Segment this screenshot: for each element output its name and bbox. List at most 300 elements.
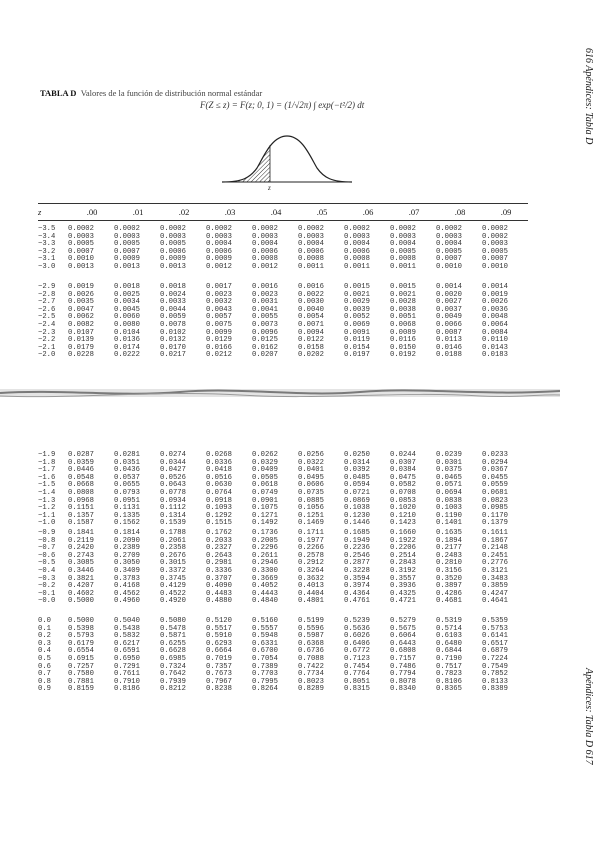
table-cell: 0.3745 [160,574,186,583]
table-cell: 0.6554 [68,647,94,656]
table-block [38,618,528,694]
table-cell: 0.6915 [68,654,94,663]
table-cell: 0.0207 [252,351,278,360]
table-cell: 0.0035 [68,298,94,307]
table-cell: 0.0011 [298,262,324,271]
table-cell: 0.1335 [114,511,140,520]
table-cell: 0.0080 [114,320,140,329]
table-cell: 0.0021 [390,290,416,299]
table-cell: 0.5793 [68,632,94,641]
column-header: .08 [454,207,466,217]
table-cell: 0.1056 [298,504,324,513]
table-cell: 0.0011 [390,262,416,271]
table-cell: 0.0026 [68,290,94,299]
table-cell: 0.6026 [344,632,370,641]
table-block [38,452,528,528]
table-cell: 0.0062 [68,313,94,322]
table-cell: 0.8264 [252,685,278,694]
table-cell: 0.3409 [114,566,140,575]
table-cell: 0.4247 [482,589,508,598]
row-z-value: 0.4 [38,647,51,656]
table-cell: 0.2005 [252,536,278,545]
table-cell: 0.1515 [206,519,232,528]
table-cell: 0.7291 [114,662,140,671]
table-cell: 0.0202 [298,351,324,360]
table-cell: 0.0004 [252,240,278,249]
table-cell: 0.0003 [160,232,186,241]
table-row [38,352,528,360]
table-cell: 0.0025 [114,290,140,299]
header-rule-top [38,203,528,204]
table-cell: 0.0005 [482,247,508,256]
normal-curve-figure [222,130,352,192]
table-cell: 0.8389 [482,685,508,694]
table-cell: 0.1635 [436,529,462,537]
table-cell: 0.5160 [252,617,278,625]
table-cell: 0.0003 [68,232,94,241]
table-cell: 0.0465 [436,473,462,482]
table-cell: 0.0084 [482,328,508,337]
table-cell: 0.0594 [344,481,370,490]
table-cell: 0.0367 [482,466,508,475]
table-cell: 0.1230 [344,511,370,520]
table-block [38,226,528,272]
table-cell: 0.0096 [252,328,278,337]
table-cell: 0.2119 [68,536,94,545]
table-cell: 0.0011 [344,262,370,271]
column-header-row [38,207,528,221]
table-cell: 0.8078 [390,677,416,686]
table-cell: 0.1038 [344,504,370,513]
table-cell: 0.0384 [390,466,416,475]
table-cell: 0.6772 [344,647,370,656]
table-cell: 0.0057 [206,313,232,322]
table-cell: 0.6879 [482,647,508,656]
table-cell: 0.2776 [482,559,508,568]
table-cell: 0.6217 [114,639,140,648]
table-cell: 0.2676 [160,551,186,560]
table-cell: 0.0869 [344,496,370,505]
column-header: .06 [362,207,374,217]
row-z-value: −2.4 [38,320,56,329]
table-cell: 0.0060 [114,313,140,322]
table-cell: 0.7422 [298,662,324,671]
table-cell: 0.2033 [206,536,232,545]
table-cell: 0.7852 [482,670,508,679]
table-cell: 0.0485 [344,473,370,482]
table-cell: 0.0068 [390,320,416,329]
table-cell: 0.7486 [390,662,416,671]
table-cell: 0.5040 [114,617,140,625]
table-cell: 0.0024 [160,290,186,299]
row-z-value: 0.8 [38,677,51,686]
table-cell: 0.7764 [344,670,370,679]
table-cell: 0.1401 [436,519,462,528]
table-cell: 0.0002 [114,225,140,233]
table-cell: 0.0375 [436,466,462,475]
table-cell: 0.0793 [114,488,140,497]
table-cell: 0.0526 [160,473,186,482]
table-cell: 0.1020 [390,504,416,513]
table-cell: 0.0052 [344,313,370,322]
table-cell: 0.0007 [436,255,462,264]
table-cell: 0.7088 [298,654,324,663]
table-cell: 0.0548 [68,473,94,482]
table-cell: 0.4286 [436,589,462,598]
table-cell: 0.2483 [436,551,462,560]
table-cell: 0.0113 [436,336,462,345]
table-cell: 0.2946 [252,559,278,568]
row-z-value: −2.5 [38,313,56,322]
column-header: .09 [500,207,512,217]
row-z-value: 0.9 [38,685,51,694]
table-cell: 0.2177 [436,544,462,553]
table-cell: 0.0516 [206,473,232,482]
table-cell: 0.0003 [390,232,416,241]
table-cell: 0.0018 [160,283,186,291]
row-z-value: −0.8 [38,536,56,545]
table-cell: 0.2358 [160,544,186,553]
bell-curve [222,136,352,182]
table-cell: 0.0003 [252,232,278,241]
table-cell: 0.0392 [344,466,370,475]
table-cell: 0.7157 [390,654,416,663]
table-cell: 0.1469 [298,519,324,528]
table-cell: 0.2877 [344,559,370,568]
table-cell: 0.3264 [298,566,324,575]
table-cell: 0.7823 [436,670,462,679]
table-cell: 0.0239 [436,451,462,459]
table-cell: 0.0250 [344,451,370,459]
table-cell: 0.0968 [68,496,94,505]
table-block [38,530,528,606]
table-cell: 0.4920 [160,597,186,606]
table-row [38,264,528,272]
table-cell: 0.1131 [114,504,140,513]
row-z-value: 0.2 [38,632,51,641]
table-cell: 0.0049 [436,313,462,322]
table-cell: 0.1922 [390,536,416,545]
table-cell: 0.0158 [298,343,324,352]
table-cell: 0.1867 [482,536,508,545]
table-cell: 0.0004 [436,240,462,249]
column-header: .07 [408,207,420,217]
table-cell: 0.2389 [114,544,140,553]
table-cell: 0.0039 [344,305,370,314]
table-cell: 0.1977 [298,536,324,545]
table-cell: 0.0002 [390,225,416,233]
table-cell: 0.0655 [114,481,140,490]
table-cell: 0.0287 [68,451,94,459]
table-cell: 0.0075 [206,320,232,329]
table-cell: 0.4364 [344,589,370,598]
table-cell: 0.0027 [436,298,462,307]
table-cell: 0.7357 [206,662,232,671]
table-cell: 0.0041 [252,305,278,314]
table-cell: 0.5871 [160,632,186,641]
table-cell: 0.0014 [482,283,508,291]
table-cell: 0.2090 [114,536,140,545]
table-cell: 0.4443 [252,589,278,598]
table-cell: 0.0003 [344,232,370,241]
table-cell: 0.2810 [436,559,462,568]
table-cell: 0.3085 [68,559,94,568]
table-cell: 0.4721 [390,597,416,606]
table-cell: 0.6950 [114,654,140,663]
table-cell: 0.4801 [298,597,324,606]
table-cell: 0.1949 [344,536,370,545]
table-cell: 0.0119 [344,336,370,345]
table-cell: 0.7703 [252,670,278,679]
table-cell: 0.0038 [390,305,416,314]
table-cell: 0.0071 [298,320,324,329]
column-header: .03 [224,207,236,217]
table-cell: 0.0009 [114,255,140,264]
table-cell: 0.0409 [252,466,278,475]
row-z-value: −0.5 [38,559,56,568]
table-cell: 0.8212 [160,685,186,694]
table-cell: 0.0032 [206,298,232,307]
row-z-value: −1.8 [38,458,56,467]
table-cell: 0.7642 [160,670,186,679]
table-cell: 0.5478 [160,624,186,633]
table-cell: 0.6736 [298,647,324,656]
table-cell: 0.4880 [206,597,232,606]
table-cell: 0.0012 [252,262,278,271]
table-cell: 0.0618 [252,481,278,490]
table-cell: 0.0008 [252,255,278,264]
row-z-value: −1.5 [38,481,56,490]
table-label: TABLA D [40,88,77,98]
column-header: z [38,207,42,217]
table-cell: 0.7734 [298,670,324,679]
table-cell: 0.0446 [68,466,94,475]
table-cell: 0.0010 [482,262,508,271]
table-cell: 0.0030 [298,298,324,307]
table-cell: 0.2578 [298,551,324,560]
table-cell: 0.0008 [344,255,370,264]
table-cell: 0.0427 [160,466,186,475]
table-caption: Valores de la función de distribución normal estándar [80,88,263,98]
table-cell: 0.7123 [344,654,370,663]
table-cell: 0.0008 [298,255,324,264]
table-cell: 0.7881 [68,677,94,686]
table-cell: 0.0021 [344,290,370,299]
table-cell: 0.0005 [436,247,462,256]
table-cell: 0.0006 [298,247,324,256]
table-cell: 0.6700 [252,647,278,656]
table-cell: 0.7454 [344,662,370,671]
table-row [38,520,528,528]
table-cell: 0.4483 [206,589,232,598]
table-cell: 0.0019 [68,283,94,291]
table-cell: 0.8289 [298,685,324,694]
table-cell: 0.0139 [68,336,94,345]
table-cell: 0.0012 [206,262,232,271]
table-cell: 0.5000 [68,597,94,606]
table-cell: 0.2514 [390,551,416,560]
table-cell: 0.0040 [298,305,324,314]
table-cell: 0.0037 [436,305,462,314]
table-cell: 0.1894 [436,536,462,545]
table-cell: 0.0033 [160,298,186,307]
table-cell: 0.0073 [252,320,278,329]
table-cell: 0.1711 [298,529,324,537]
table-cell: 0.2451 [482,551,508,560]
table-cell: 0.0256 [298,451,324,459]
table-cell: 0.6293 [206,639,232,648]
table-cell: 0.2843 [390,559,416,568]
table-cell: 0.0020 [436,290,462,299]
row-z-value: 0.0 [38,617,51,625]
table-cell: 0.0244 [390,451,416,459]
row-z-value: 0.6 [38,662,51,671]
row-z-value: 0.5 [38,654,51,663]
row-z-value: −0.3 [38,574,56,583]
table-cell: 0.0013 [160,262,186,271]
table-cell: 0.6628 [160,647,186,656]
table-cell: 0.0129 [206,336,232,345]
table-cell: 0.0154 [344,343,370,352]
table-cell: 0.1423 [390,519,416,528]
table-cell: 0.0643 [160,481,186,490]
table-cell: 0.3336 [206,566,232,575]
page-header-top: 616 Apéndices: Tabla D [583,48,594,145]
table-cell: 0.0166 [206,343,232,352]
table-cell: 0.0034 [114,298,140,307]
table-cell: 0.5517 [206,624,232,633]
table-cell: 0.0853 [390,496,416,505]
table-cell: 0.7389 [252,662,278,671]
table-cell: 0.7549 [482,662,508,671]
row-z-value: −2.9 [38,283,56,291]
table-cell: 0.1251 [298,511,324,520]
table-cell: 0.7611 [114,670,140,679]
table-cell: 0.7517 [436,662,462,671]
table-cell: 0.8238 [206,685,232,694]
table-cell: 0.0019 [482,290,508,299]
column-header: .04 [270,207,282,217]
table-cell: 0.7019 [206,654,232,663]
table-cell: 0.0026 [482,298,508,307]
table-cell: 0.3156 [436,566,462,575]
row-z-value: −2.3 [38,328,56,337]
table-cell: 0.0418 [206,466,232,475]
table-cell: 0.0359 [68,458,94,467]
table-cell: 0.0192 [390,351,416,360]
table-cell: 0.0778 [160,488,186,497]
table-cell: 0.0066 [436,320,462,329]
table-cell: 0.0043 [206,305,232,314]
table-cell: 0.5714 [436,624,462,633]
column-header: .02 [178,207,190,217]
table-cell: 0.0559 [482,481,508,490]
table-cell: 0.0044 [160,305,186,314]
table-cell: 0.1003 [436,504,462,513]
row-z-value: −1.0 [38,519,56,528]
table-cell: 0.1190 [436,511,462,520]
table-cell: 0.0010 [68,255,94,264]
table-cell: 0.5910 [206,632,232,641]
table-cell: 0.3121 [482,566,508,575]
table-cell: 0.5199 [298,617,324,625]
table-cell: 0.0064 [482,320,508,329]
table-cell: 0.4404 [298,589,324,598]
table-cell: 0.8340 [390,685,416,694]
table-cell: 0.0116 [390,336,416,345]
page-header-bottom: Apéndices: Tabla D 617 [583,668,594,765]
table-cell: 0.5359 [482,617,508,625]
table-cell: 0.1271 [252,511,278,520]
table-row [38,686,528,694]
table-cell: 0.8159 [68,685,94,694]
table-cell: 0.4090 [206,582,232,591]
row-z-value: −3.1 [38,255,56,264]
table-cell: 0.7190 [436,654,462,663]
table-cell: 0.0022 [298,290,324,299]
row-z-value: −0.2 [38,582,56,591]
table-cell: 0.0013 [68,262,94,271]
table-cell: 0.4761 [344,597,370,606]
header-rule-bottom [38,220,528,221]
table-cell: 0.0005 [390,247,416,256]
row-z-value: −1.7 [38,466,56,475]
table-cell: 0.3821 [68,574,94,583]
table-cell: 0.0823 [482,496,508,505]
table-cell: 0.0002 [436,225,462,233]
table-cell: 0.0002 [252,225,278,233]
table-cell: 0.3228 [344,566,370,575]
table-cell: 0.7910 [114,677,140,686]
table-cell: 0.6406 [344,639,370,648]
shaded-area [222,145,270,182]
table-cell: 0.0023 [206,290,232,299]
table-row [38,598,528,606]
table-cell: 0.0104 [114,328,140,337]
table-cell: 0.6664 [206,647,232,656]
table-cell: 0.0004 [206,240,232,249]
table-cell: 0.0008 [390,255,416,264]
table-cell: 0.3192 [390,566,416,575]
table-cell: 0.0002 [298,225,324,233]
table-cell: 0.5557 [252,624,278,633]
table-cell: 0.3300 [252,566,278,575]
table-cell: 0.0013 [114,262,140,271]
table-cell: 0.0005 [160,240,186,249]
table-cell: 0.0059 [160,313,186,322]
table-cell: 0.0233 [482,451,508,459]
table-cell: 0.8186 [114,685,140,694]
table-cell: 0.4168 [114,582,140,591]
table-cell: 0.1314 [160,511,186,520]
table-cell: 0.0344 [160,458,186,467]
table-cell: 0.8133 [482,677,508,686]
column-header: .01 [132,207,144,217]
table-cell: 0.0336 [206,458,232,467]
table-cell: 0.0002 [68,225,94,233]
table-cell: 0.0009 [206,255,232,264]
table-cell: 0.3783 [114,574,140,583]
table-cell: 0.3936 [390,582,416,591]
table-cell: 0.1446 [344,519,370,528]
table-cell: 0.0006 [206,247,232,256]
table-cell: 0.8023 [298,677,324,686]
table-cell: 0.1112 [160,504,186,513]
table-cell: 0.0301 [436,458,462,467]
table-cell: 0.7580 [68,670,94,679]
table-cell: 0.2420 [68,544,94,553]
table-cell: 0.0014 [436,283,462,291]
